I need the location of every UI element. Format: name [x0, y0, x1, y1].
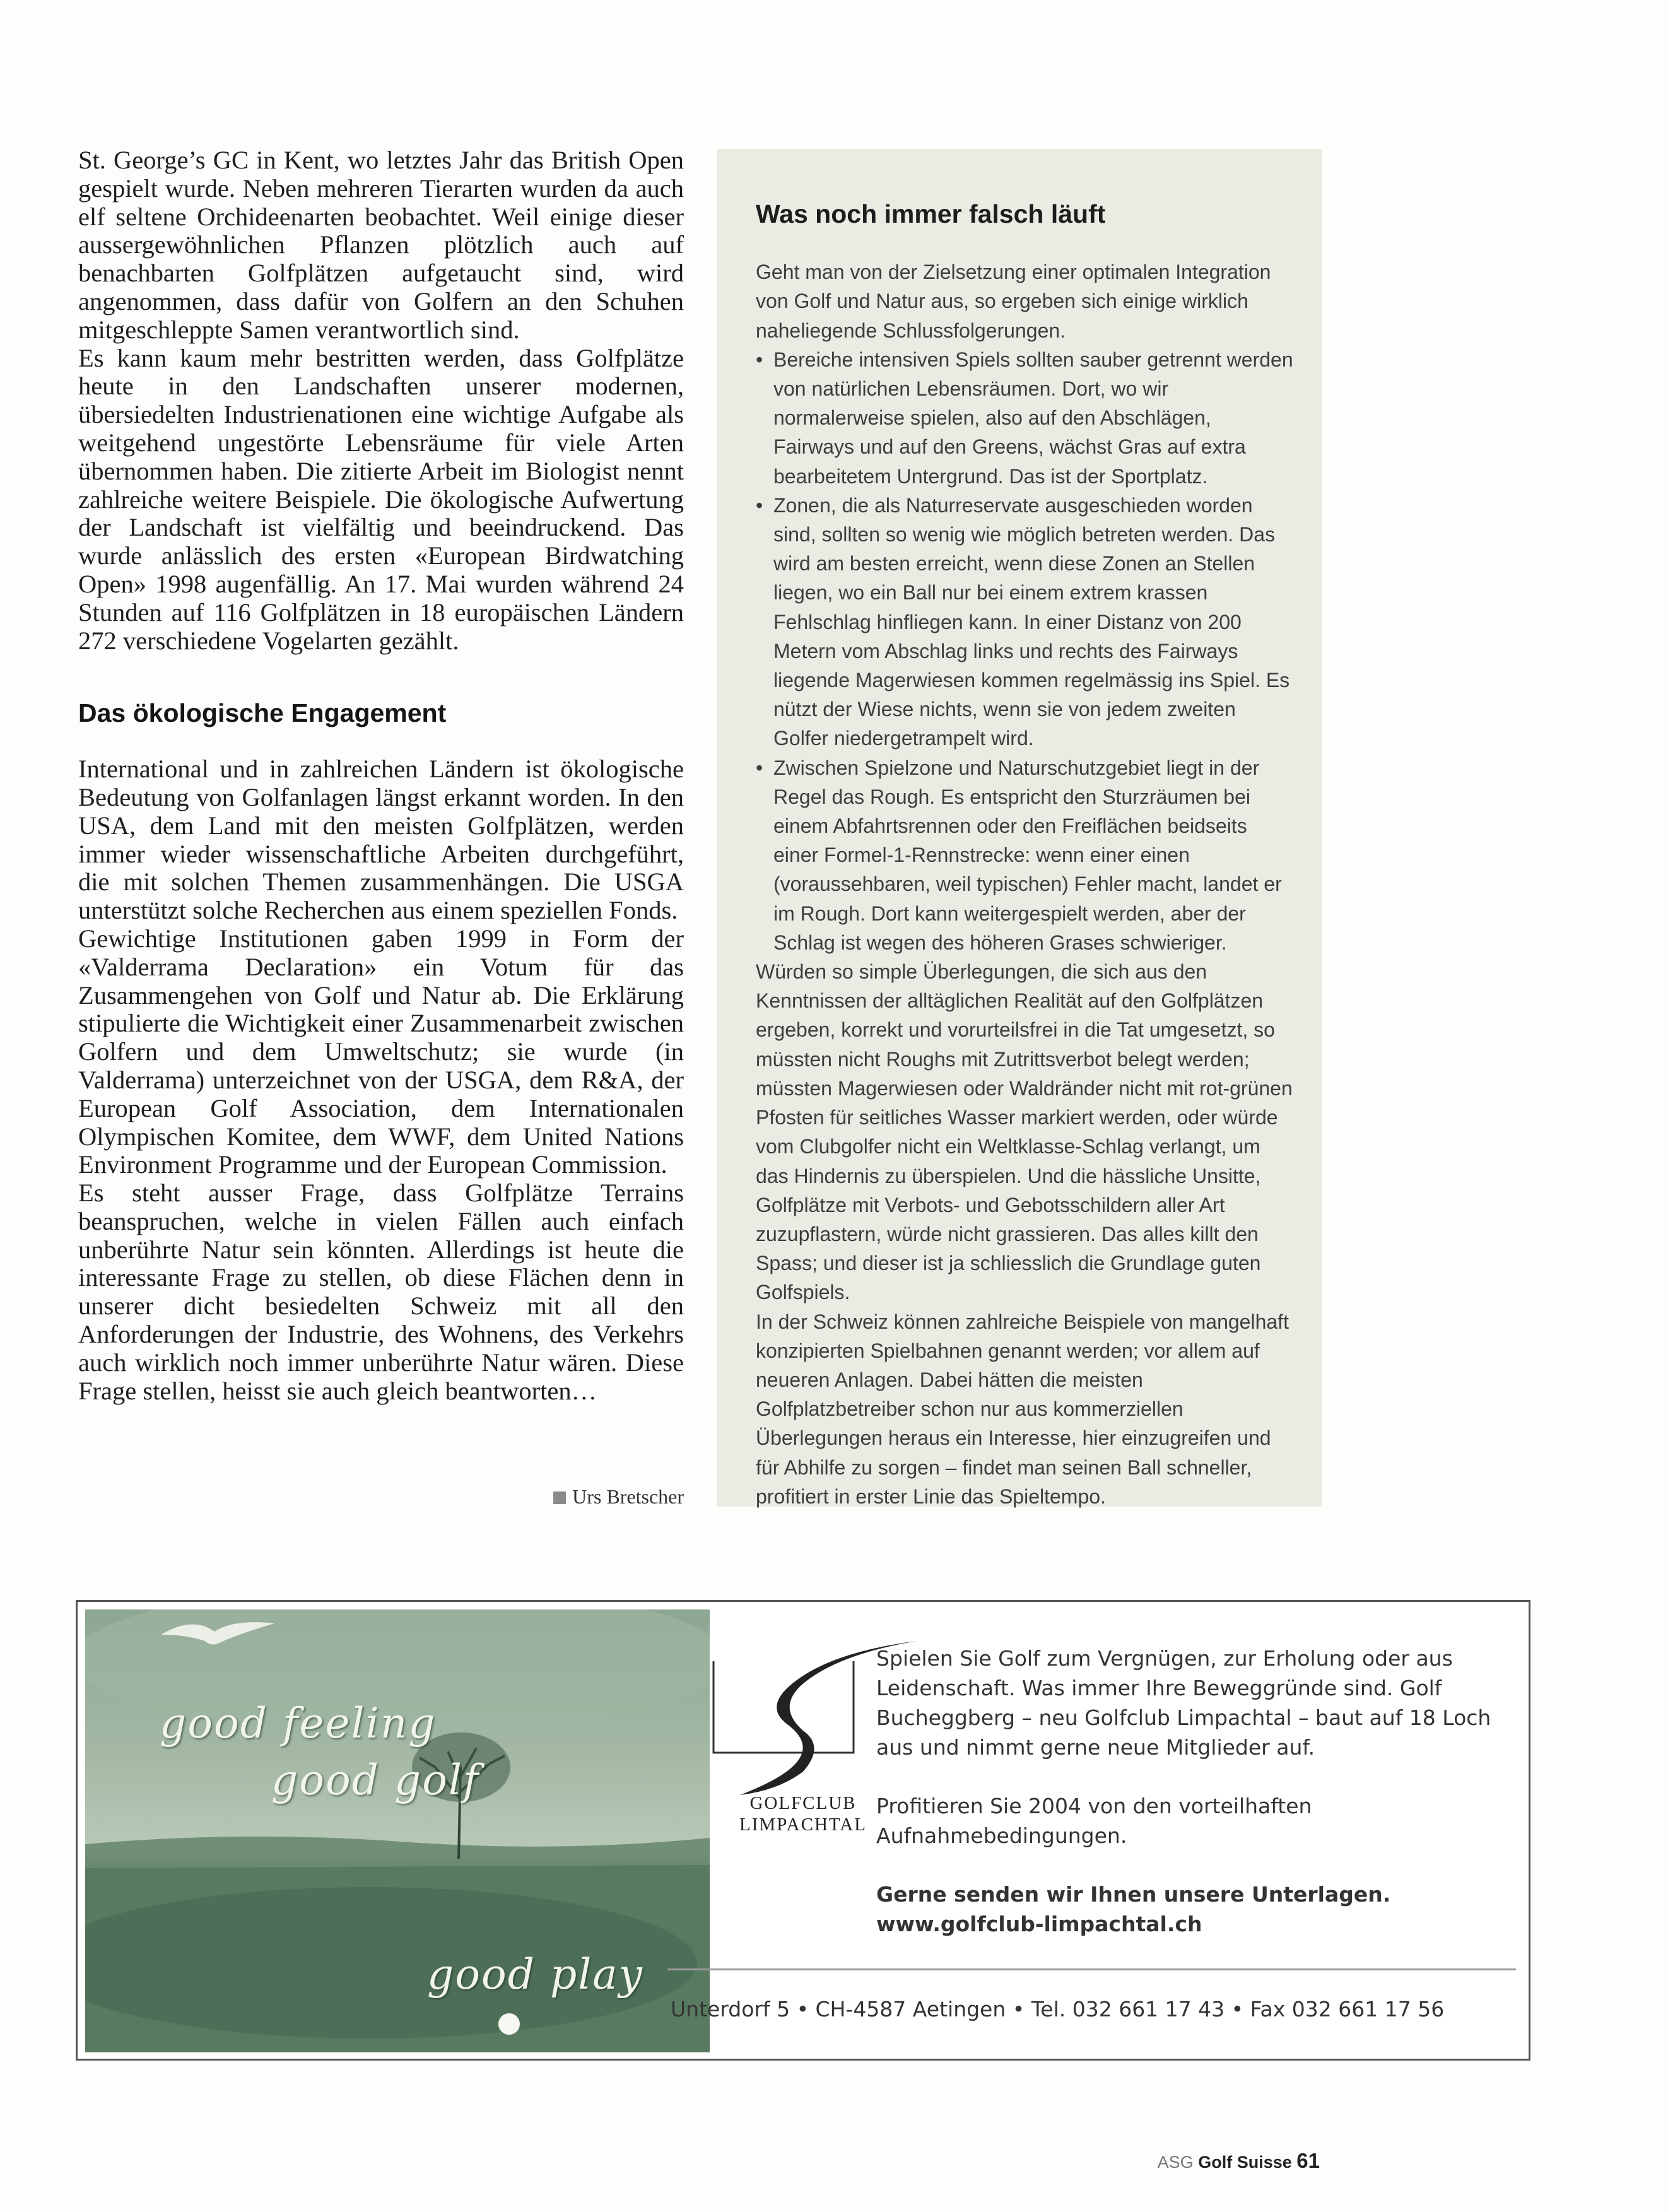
article-paragraph: Es kann kaum mehr bestritten werden, dass Golfplätze heute in den Landschaften unserer modernen, übersiedelten Industrienationen eine wichtige Aufgabe als weitgehend ungestörte Lebensräume für viele Arten übernommen haben. Die zitierte Arbeit im Biologist nennt zahlreiche weitere Beispiele. Die ökologische Aufwertung der Landschaft ist vielfältig und beeindruckend. Das wurde anlässlich des ersten «European Birdwatching Open» 1998 augenfällig. An 17. Mai wurden während 24 Stunden auf 116 Golfplätzen in 18 europäischen Ländern 272 verschiedene Vogelarten gezählt.	[78, 343, 684, 655]
article-paragraph: St. George’s GC in Kent, wo letztes Jahr das British Open gespielt wurde. Neben mehreren Tierarten wurden da auch elf seltene Orchideenarten beobachtet. Weil einige dieser aussergewöhnlichen Pflanzen plötzlich auch auf benachbarten Golfplätzen aufgetaucht sind, wird angenommen, dass dafür von Golfern an den Schuhen mitgeschleppte Samen verantwortlich sind.	[78, 146, 684, 344]
sidebar-paragraph: In der Schweiz können zahlreiche Beispiele von mangelhaft konzipierten Spielbahnen genannt werden; vor allem auf neueren Anlagen. Dabei hätten die meisten Golfplatzbetreiber schon nur aus kommerziellen Überlegungen heraus ein Interesse, hier einzugreifen und für Abhilfe zu sorgen – findet man seinen Ball schneller, profitiert in erster Linie das Spieltempo.	[756, 1310, 1289, 1508]
footer-magazine: Golf Suisse	[1198, 2153, 1292, 2172]
bullet-icon: •	[756, 348, 763, 371]
section-heading: Das ökologische Engagement	[78, 698, 447, 728]
square-bullet-icon	[553, 1491, 566, 1504]
slogan-good-golf: good golf	[271, 1756, 480, 1804]
sidebar-box	[717, 149, 1322, 1507]
sidebar-title: Was noch immer falsch läuft	[756, 199, 1106, 228]
author-name: Urs Bretscher	[572, 1485, 684, 1508]
ad-url-link[interactable]: www.golfclub-limpachtal.ch	[876, 1912, 1202, 1936]
bullet-icon: •	[756, 756, 763, 779]
page-number: 61	[1296, 2149, 1320, 2172]
sidebar-intro: Geht man von der Zielsetzung einer optimalen Integration von Golf und Natur aus, so ergeben sich einige wirklich naheliegende Schlussfolgerungen.	[756, 261, 1271, 342]
author-byline	[517, 1485, 684, 1509]
article-paragraph: Es steht ausser Frage, dass Golfplätze Terrains beanspruchen, welche in vielen Fällen auch einfach unberührte Natur sein könnten. Allerdings ist heute die interessante Frage zu stellen, ob diese Flächen denn in unserer dicht besiedelten Schweiz mit all den Anforderungen der Industrie, des Wohnens, des Verkehrs auch wirklich noch immer unberührte Natur wären. Diese Frage stellen, heisst sie auch gleich beantworten…	[78, 1179, 684, 1405]
golfclub-advertisement	[76, 1600, 1530, 2061]
slogan-good-play: good play	[427, 1950, 643, 1999]
page-footer	[1148, 2149, 1320, 2173]
ad-paragraph: Spielen Sie Golf zum Vergnügen, zur Erholung oder aus Leidenschaft. Was immer Ihre Beweggründe sind. Golf Bucheggberg – neu Golfclub Limpachtal – baut auf 18 Loch aus und nimmt gerne neue Mitglieder auf.	[876, 1646, 1491, 1760]
slogan-good-feeling: good feeling	[160, 1699, 437, 1748]
list-item: • Zwischen Spielzone und Naturschutzgebiet liegt in der Regel das Rough. Es entspricht den Sturzräumen bei einem Abfahrtsrennen oder den Freiflächen beidseits einer Formel-1-Rennstrecke: wenn einer einen (voraussehbaren, weil typischen) Fehler macht, landet er im Rough. Dort kann weitergespielt werden, aber der Schlag ist wegen des höheren Grases schwieriger.	[756, 753, 1293, 957]
list-item: • Zonen, die als Naturreservate ausgeschieden worden sind, sollten so wenig wie möglich betreten werden. Das wird am besten erreicht, wenn diese Zonen an Stellen liegen, wo ein Ball nur bei einem extrem krassen Fehlschlag hinfliegen kann. In einer Distanz von 200 Metern vom Abschlag links und rechts des Fairways liegende Magerwiesen kommen regelmässig ins Spiel. Es nützt der Wiese nichts, wenn sie von jedem zweiten Golfer niedergetrampelt wird.	[756, 491, 1293, 753]
ad-call-to-action: Gerne senden wir Ihnen unsere Unterlagen.	[876, 1882, 1391, 1907]
golf-ball-icon	[498, 2013, 520, 2035]
golf-landscape-photo	[85, 1609, 710, 2052]
logo-line-2: LIMPACHTAL	[739, 1815, 867, 1835]
sidebar-bullet-list	[756, 345, 1293, 957]
ad-copy	[876, 1644, 1507, 1939]
article-paragraph: International und in zahlreichen Ländern ist ökologische Bedeutung von Golfanlagen längst erkannt worden. In den USA, dem Land mit den meisten Golfplätzen, werden immer wieder wissenschaftliche Arbeiten durchgeführt, die mit solchen Themen zusammenhängen. Die USGA unterstützt solche Recherchen aus einem speziellen Fonds.	[78, 755, 684, 925]
article-paragraph: Gewichtige Institutionen gaben 1999 in Form der «Valderrama Declaration» ein Votum für das Zusammengehen von Golf und Natur ab. Die Erklärung stipulierte die Wichtigkeit einer Zusammenarbeit zwischen Golfern und dem Umweltschutz; sie wurde (in Valderrama) unterzeichnet von der USGA, dem R&A, der European Golf Association, dem Internationalen Olympischen Komitee, dem WWF, dem United Nations Environment Programme und der European Commission.	[78, 924, 684, 1179]
ad-contact-line: Unterdorf 5 • CH-4587 Aetingen • Tel. 032 661 17 43 • Fax 032 661 17 56	[671, 1997, 1445, 2021]
article-left-column	[78, 146, 684, 1405]
ad-paragraph: Profitieren Sie 2004 von den vorteilhaften Aufnahmebedingungen.	[876, 1794, 1312, 1848]
list-item: • Bereiche intensiven Spiels sollten sauber getrennt werden von natürlichen Lebensräumen. Dort, wo wir normalerweise spielen, also auf den Abschlägen, Fairways und auf den Greens, wächst Gras auf extra bearbeitetem Untergrund. Das ist der Sportplatz.	[756, 345, 1293, 491]
sidebar-paragraph: Würden so simple Überlegungen, die sich aus den Kenntnissen der alltäglichen Realität auf den Golfplätzen ergeben, korrekt und vorurteilsfrei in die Tat umgesetzt, so müssten nicht Roughs mit Zutrittsverbot belegt werden; müssten Magerwiesen oder Waldränder nicht mit rot-grünen Pfosten für seitliches Wasser markiert werden, oder würde vom Clubgolfer nicht ein Weltklasse-Schlag verlangt, um das Hindernis zu überspielen. Und die hässliche Unsitte, Golfplätze mit Verbots- und Gebotsschildern aller Art zuzupflastern, würde nicht grassieren. Das alles killt den Spass; und dieser ist ja schliesslich die Grundlage guten Golfspiels.	[756, 960, 1293, 1304]
ad-divider	[667, 1968, 1516, 1970]
bullet-icon: •	[756, 493, 763, 517]
logo-line-1: GOLFCLUB	[749, 1793, 857, 1813]
footer-prefix: ASG	[1157, 2153, 1194, 2172]
logo-wordmark	[708, 1792, 898, 1835]
